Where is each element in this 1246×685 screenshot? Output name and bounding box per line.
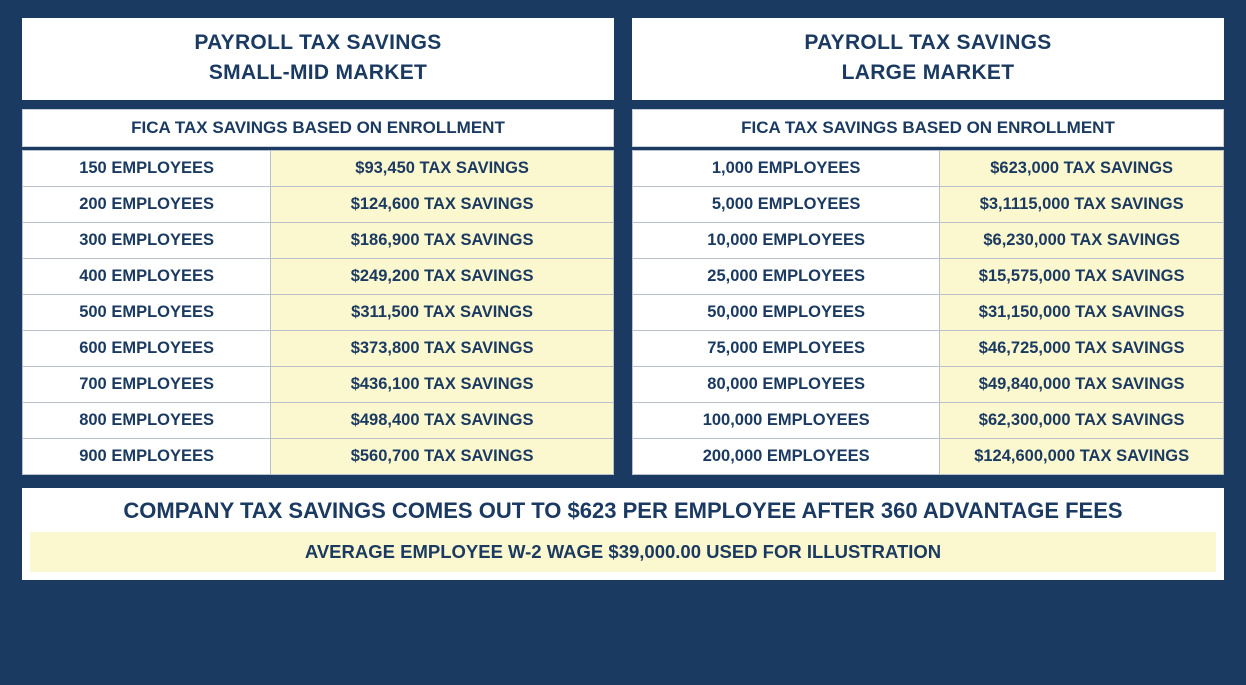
large-market-subheading: FICA TAX SAVINGS BASED ON ENROLLMENT	[632, 109, 1224, 147]
employee-count-cell: 75,000 EMPLOYEES	[633, 330, 940, 366]
tax-savings-cell: $186,900 TAX SAVINGS	[271, 222, 614, 258]
table-row	[633, 438, 1224, 474]
employee-count-cell: 800 EMPLOYEES	[23, 402, 271, 438]
table-row	[633, 294, 1224, 330]
slide-content	[10, 10, 1236, 685]
tax-savings-cell: $249,200 TAX SAVINGS	[271, 258, 614, 294]
employee-count-cell: 200 EMPLOYEES	[23, 186, 271, 222]
tax-savings-cell: $6,230,000 TAX SAVINGS	[940, 222, 1224, 258]
tax-savings-cell: $15,575,000 TAX SAVINGS	[940, 258, 1224, 294]
title-line-2: SMALL-MID MARKET	[208, 60, 428, 84]
tax-savings-cell: $623,000 TAX SAVINGS	[940, 150, 1224, 186]
table-row	[633, 366, 1224, 402]
employee-count-cell: 10,000 EMPLOYEES	[633, 222, 940, 258]
tax-savings-cell: $311,500 TAX SAVINGS	[271, 294, 614, 330]
employee-count-cell: 600 EMPLOYEES	[23, 330, 271, 366]
table-row	[23, 150, 614, 186]
employee-count-cell: 150 EMPLOYEES	[23, 150, 271, 186]
tax-savings-cell: $124,600,000 TAX SAVINGS	[940, 438, 1224, 474]
large-market-column	[632, 18, 1224, 475]
table-row	[23, 366, 614, 402]
employee-count-cell: 900 EMPLOYEES	[23, 438, 271, 474]
employee-count-cell: 100,000 EMPLOYEES	[633, 402, 940, 438]
table-row	[633, 330, 1224, 366]
employee-count-cell: 200,000 EMPLOYEES	[633, 438, 940, 474]
employee-count-cell: 25,000 EMPLOYEES	[633, 258, 940, 294]
title-line-1: PAYROLL TAX SAVINGS	[194, 31, 442, 54]
tax-savings-cell: $498,400 TAX SAVINGS	[271, 402, 614, 438]
tax-savings-cell: $124,600 TAX SAVINGS	[271, 186, 614, 222]
table-row	[23, 258, 614, 294]
small-mid-market-subheading: FICA TAX SAVINGS BASED ON ENROLLMENT	[22, 109, 614, 147]
tax-savings-cell: $93,450 TAX SAVINGS	[271, 150, 614, 186]
footer-panel	[22, 488, 1224, 581]
table-row	[23, 402, 614, 438]
tax-savings-cell: $3,1115,000 TAX SAVINGS	[940, 186, 1224, 222]
table-row	[633, 402, 1224, 438]
employee-count-cell: 1,000 EMPLOYEES	[633, 150, 940, 186]
table-row	[23, 330, 614, 366]
bottom-border-strip	[10, 673, 1236, 685]
table-row	[23, 222, 614, 258]
tables-area	[22, 18, 1224, 475]
footer-headline: COMPANY TAX SAVINGS COMES OUT TO $623 PER EMPLOYEE AFTER 360 ADVANTAGE FEES	[123, 497, 1123, 523]
employee-count-cell: 700 EMPLOYEES	[23, 366, 271, 402]
table-row	[633, 258, 1224, 294]
table-row	[23, 438, 614, 474]
tax-savings-cell: $560,700 TAX SAVINGS	[271, 438, 614, 474]
employee-count-cell: 400 EMPLOYEES	[23, 258, 271, 294]
table-row	[633, 150, 1224, 186]
employee-count-cell: 500 EMPLOYEES	[23, 294, 271, 330]
table-row	[23, 294, 614, 330]
title-line-2: LARGE MARKET	[841, 60, 1015, 84]
footer-note: AVERAGE EMPLOYEE W-2 WAGE $39,000.00 USED FOR ILLUSTRATION	[30, 532, 1216, 572]
employee-count-cell: 5,000 EMPLOYEES	[633, 186, 940, 222]
tax-savings-cell: $31,150,000 TAX SAVINGS	[940, 294, 1224, 330]
employee-count-cell: 300 EMPLOYEES	[23, 222, 271, 258]
tax-savings-cell: $46,725,000 TAX SAVINGS	[940, 330, 1224, 366]
tax-savings-cell: $62,300,000 TAX SAVINGS	[940, 402, 1224, 438]
small-mid-market-column	[22, 18, 614, 475]
tax-savings-cell: $373,800 TAX SAVINGS	[271, 330, 614, 366]
employee-count-cell: 80,000 EMPLOYEES	[633, 366, 940, 402]
title-line-1: PAYROLL TAX SAVINGS	[804, 31, 1052, 54]
table-row	[633, 186, 1224, 222]
employee-count-cell: 50,000 EMPLOYEES	[633, 294, 940, 330]
large-market-table	[632, 150, 1224, 475]
table-row	[23, 186, 614, 222]
tax-savings-cell: $49,840,000 TAX SAVINGS	[940, 366, 1224, 402]
small-mid-market-title	[22, 18, 614, 100]
large-market-title	[632, 18, 1224, 100]
tax-savings-cell: $436,100 TAX SAVINGS	[271, 366, 614, 402]
small-mid-market-table	[22, 150, 614, 475]
table-row	[633, 222, 1224, 258]
